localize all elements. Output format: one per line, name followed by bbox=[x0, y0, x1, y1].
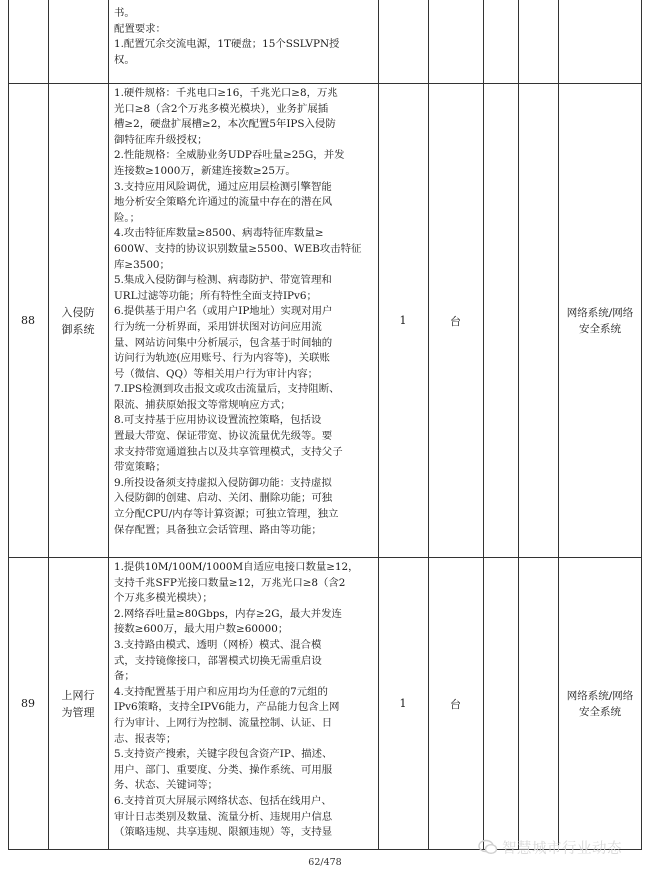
description-line: 备； bbox=[114, 670, 135, 683]
description-line: 6.提供基于用户名（或用户IP地址）实现对用户 bbox=[114, 305, 333, 318]
category: 网络系统/网络安全系统 bbox=[566, 306, 634, 335]
description-line: 号（微信、QQ）等相关用户行为审计内容； bbox=[114, 367, 319, 380]
description-line: IPv6策略，支持全IPV6能力，产品能力包含上网 bbox=[114, 701, 340, 714]
description-line: （策略违规、共享违规、限额违规）等，支持显 bbox=[114, 826, 333, 839]
description-line: 5.集成入侵防御与检测、病毒防护、带宽管理和 bbox=[114, 274, 332, 287]
description-line: 带宽策略； bbox=[114, 461, 166, 474]
description-line: 配置要求： bbox=[114, 22, 166, 35]
description-line: 限流、捕获原始报文等常规响应方式； bbox=[114, 398, 291, 411]
description-line: 4.支持配置基于用户和应用均为任意的7元组的 bbox=[114, 685, 328, 698]
description-line: 支持千兆SFP光接口数量≥12，万兆光口≥8（含2 bbox=[114, 576, 346, 589]
description-line: 3.支持路由模式、透明（网桥）模式、混合模 bbox=[114, 638, 322, 651]
description-line: 志、报表等； bbox=[114, 732, 177, 745]
description-line: 式，支持镜像接口，部署模式切换无需重启设 bbox=[114, 654, 322, 667]
description-line: 访问行为轨迹(应用账号、行为内容等)，关联账 bbox=[114, 352, 330, 365]
description-line: 库≥3500； bbox=[114, 258, 170, 271]
description-line: 7.IPS检测到攻击报文或攻击流量后，支持阻断、 bbox=[114, 383, 340, 396]
description-line: 权。 bbox=[114, 53, 135, 66]
description-line: 600W、支持的协议识别数量≥5500、WEB攻击特征 bbox=[114, 242, 362, 255]
unit: 台 bbox=[450, 697, 461, 711]
description-line: 5.支持资产搜索，关键字段包含资产IP、描述、 bbox=[114, 748, 333, 761]
category: 网络系统/网络安全系统 bbox=[566, 689, 634, 718]
description-line: 行为统一分析界面，采用饼状图对访问应用流 bbox=[114, 320, 322, 333]
category-cell bbox=[559, 558, 641, 849]
page-number: 62/478 bbox=[308, 857, 342, 868]
description-line: 9.所投设备须支持虚拟入侵防御功能：支持虚拟 bbox=[114, 476, 332, 489]
description-line: 8.可支持基于应用协议设置流控策略，包括设 bbox=[114, 414, 322, 427]
description-line: 书。 bbox=[114, 7, 135, 19]
description-line: 4.攻击特征库数量≥8500、病毒特征库数量≥ bbox=[114, 227, 324, 240]
description-lines bbox=[114, 86, 374, 538]
description-line: 务、状态、关键词等； bbox=[114, 779, 218, 792]
unit: 台 bbox=[450, 314, 461, 328]
description-line: URL过滤等功能；所有特性全面支持IPv6； bbox=[114, 289, 317, 302]
description-line: 置最大带宽、保证带宽、协议流量优先级等。要 bbox=[114, 430, 333, 443]
description-line: 行为审计、上网行为控制、流量控制、认证、日 bbox=[114, 716, 333, 729]
watermark-text: 智慧城市行业动态 bbox=[502, 840, 622, 857]
description-line: 地分析安全策略允许通过的流量中存在的潜在风 bbox=[114, 196, 333, 209]
description-line: 2.性能规格：全威胁业务UDP吞吐量≥25G，并发 bbox=[114, 149, 345, 162]
description-line: 保存配置；具备独立会话管理、路由等功能； bbox=[114, 523, 322, 536]
wechat-icon bbox=[478, 839, 498, 855]
col-divider bbox=[483, 0, 484, 850]
description-lines bbox=[114, 6, 374, 68]
description-cell bbox=[108, 6, 378, 68]
description-line: 光口≥8（含2个万兆多模光模块），业务扩展插 bbox=[114, 102, 329, 115]
table-border-right bbox=[641, 0, 642, 850]
description-lines bbox=[114, 560, 374, 841]
description-line: 1.配置冗余交流电源，1T硬盘；15个SSLVPN授 bbox=[114, 38, 340, 51]
description-line: 1.硬件规格：千兆电口≥16，千兆光口≥8，万兆 bbox=[114, 87, 338, 99]
procurement-table bbox=[8, 0, 642, 850]
description-line: 3.支持应用风险调优，通过应用层检测引擎智能 bbox=[114, 180, 332, 193]
item-name-cell bbox=[50, 84, 106, 557]
description-line: 接数≥600万，最大用户数≥60000； bbox=[114, 623, 289, 636]
description-line: 个万兆多模光模块）； bbox=[114, 592, 213, 605]
description-line: 御特征库升级授权； bbox=[114, 133, 208, 146]
description-line: 2.网络吞吐量≥80Gbps，内存≥2G，最大并发连 bbox=[114, 607, 342, 620]
description-line: 用户、部门、重要度、分类、操作系统、可用服 bbox=[114, 763, 333, 776]
watermark bbox=[478, 836, 622, 858]
item-name: 入侵防御系统 bbox=[61, 305, 95, 336]
col-divider bbox=[518, 0, 519, 850]
description-line: 险。； bbox=[114, 211, 140, 224]
item-name: 上网行为管理 bbox=[61, 688, 95, 719]
description-line: 入侵防御的创建、启动、关闭、删除功能；可独 bbox=[114, 492, 333, 505]
description-line: 审计日志类别及数量、流量分析、违规用户信息 bbox=[114, 810, 333, 823]
description-line: 量、网站访问集中分析展示，包含基于时间轴的 bbox=[114, 336, 333, 349]
category-cell bbox=[559, 84, 641, 557]
quantity: 1 bbox=[399, 697, 407, 710]
col-divider bbox=[48, 0, 49, 850]
description-line: 槽≥2，硬盘扩展槽≥2，本次配置5年IPS入侵防 bbox=[114, 118, 336, 131]
description-cell bbox=[108, 560, 378, 849]
description-line: 立分配CPU/内存等计算资源；可独立管理，独立 bbox=[114, 508, 339, 521]
row-number: 88 bbox=[21, 314, 35, 327]
description-cell bbox=[108, 86, 378, 538]
row-number: 89 bbox=[21, 697, 35, 710]
description-line: 连接数≥1000万，新建连接数≥25万。 bbox=[114, 164, 296, 177]
description-line: 1.提供10M/100M/1000M自适应电接口数量≥12， bbox=[114, 561, 359, 573]
item-name-cell bbox=[50, 558, 106, 849]
description-line: 6.支持首页大屏展示网络状态、包括在线用户、 bbox=[114, 794, 332, 807]
quantity: 1 bbox=[399, 314, 407, 327]
description-line: 求支持带宽通道独占以及共享管理模式，支持父子 bbox=[114, 445, 343, 458]
